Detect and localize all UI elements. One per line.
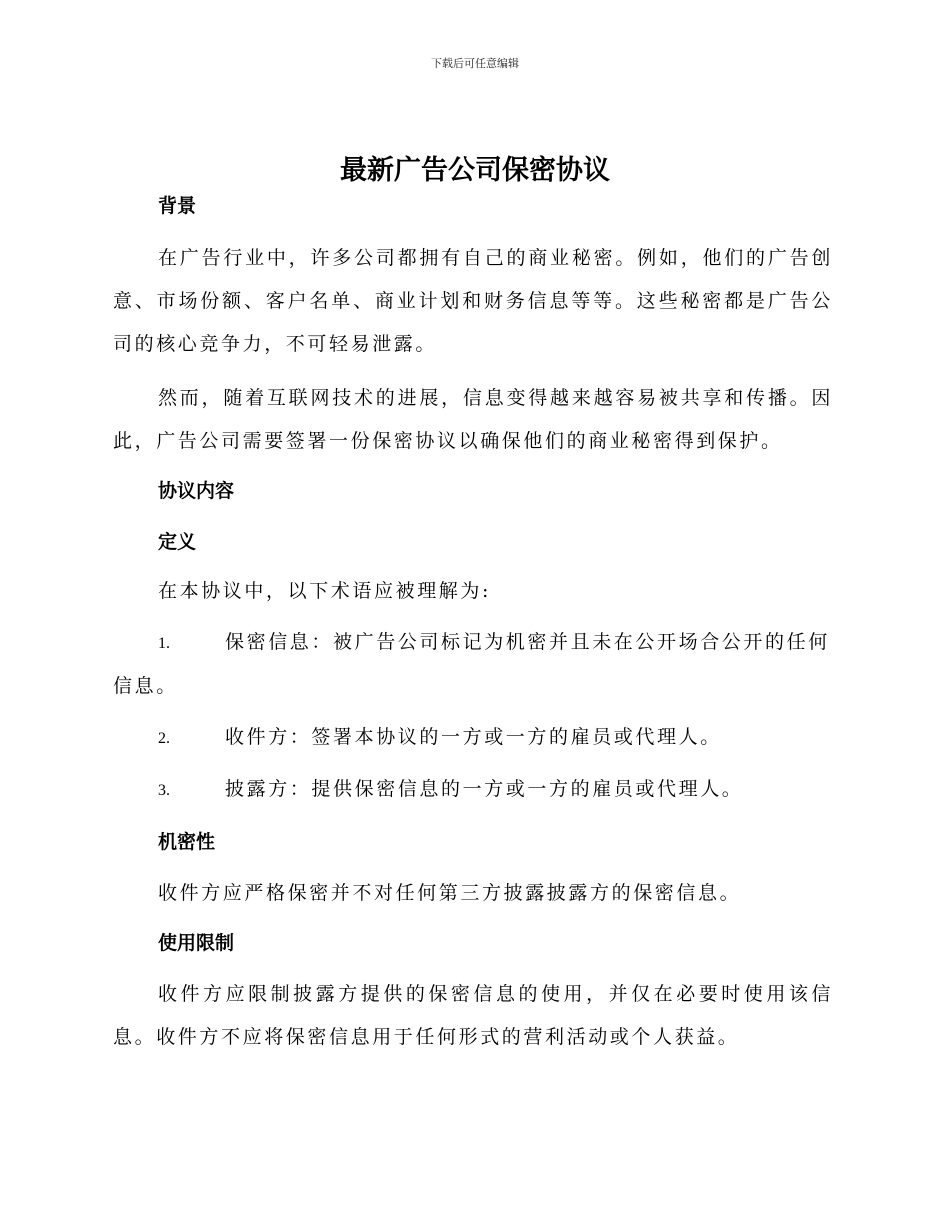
section-heading-usage: 使用限制 xyxy=(158,932,235,954)
list-item-text: 保密信息：被广告公司标记为机密并且未在公开场合公开的任何信息。 xyxy=(113,631,830,697)
list-item xyxy=(113,768,833,812)
paragraph-confidentiality: 收件方应严格保密并不对任何第三方披露披露方的保密信息。 xyxy=(158,882,742,904)
header-note: 下载后可任意编辑 xyxy=(431,57,519,70)
paragraph-background-2: 然而，随着互联网技术的进展，信息变得越来越容易被共享和传播。因此，广告公司需要签署一份保密协议以确保他们的商业秘密得到保护。 xyxy=(113,387,833,452)
section-heading-agreement: 协议内容 xyxy=(158,480,235,502)
list-item xyxy=(113,621,833,708)
list-item-text: 披露方：提供保密信息的一方或一方的雇员或代理人。 xyxy=(225,778,744,800)
section-heading-confidentiality: 机密性 xyxy=(158,831,216,853)
list-item-text: 收件方：签署本协议的一方或一方的雇员或代理人。 xyxy=(225,726,722,748)
list-item-number: 2. xyxy=(158,730,170,747)
paragraph-background-1: 在广告行业中，许多公司都拥有自己的商业秘密。例如，他们的广告创意、市场份额、客户名单、商业计划和财务信息等等。这些秘密都是广告公司的核心竞争力，不可轻易泄露。 xyxy=(113,247,833,355)
section-heading-background: 背景 xyxy=(158,195,197,217)
paragraph-usage: 收件方应限制披露方提供的保密信息的使用，并仅在必要时使用该信息。收件方不应将保密信息用于任何形式的营利活动或个人获益。 xyxy=(113,983,833,1048)
section-heading-definition: 定义 xyxy=(158,531,197,553)
document-title: 最新广告公司保密协议 xyxy=(340,155,610,186)
list-item xyxy=(113,716,833,760)
list-item-number: 3. xyxy=(158,782,170,799)
list-item-number: 1. xyxy=(158,635,170,652)
paragraph-definition-intro: 在本协议中，以下术语应被理解为: xyxy=(158,580,492,602)
document-body xyxy=(113,188,833,1059)
